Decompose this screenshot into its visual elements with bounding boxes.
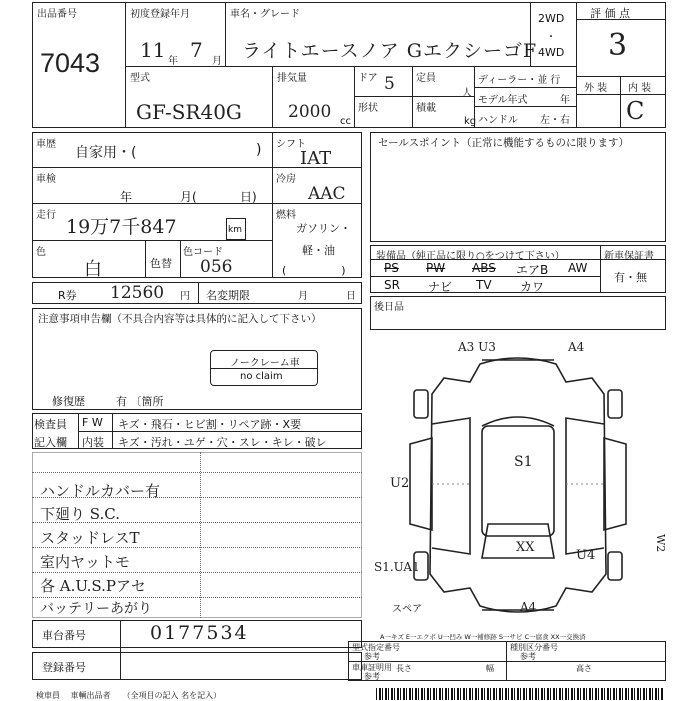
mark-u2: U2 [390,476,410,491]
mark-a4-front: A4 [568,340,585,354]
damage-legend: A一キズ E一エクボ U一凹み W一補修跡 S一サビ C一腐食 XX一交換済 [380,633,586,641]
inspection-label: 車検 [36,174,56,185]
equipment-label: 装備品（純正品に限り○をつけて下さい） [376,251,565,262]
fuel-paren: ( ) [282,264,346,277]
rear-items-box [370,296,666,330]
shift-value: IAT [300,148,332,169]
fuel-options: ガソリン・ [296,222,351,235]
mark-s1: S1 [514,454,533,470]
warranty-value: 有・無 [614,271,647,284]
inspector-label2: 記入欄 [34,436,67,449]
insp-day: 日) [240,190,257,204]
note-line-5: 各 A.U.S.Pアセ [40,577,146,595]
model-year-unit: 年 [560,95,570,106]
sales-point-label: セールスポイント（正常に機能するものに限ります） [378,137,630,149]
recycle-label: R券 [58,289,77,302]
fw-items: キズ・飛石・ヒビ割・リペア跡・X要 [118,418,302,431]
repair-value: 有 〔箇所 [116,395,164,408]
note-line-1: ハンドルカバー有 [40,482,161,500]
color-value: 白 [84,259,102,280]
category-label: 種別区分番号 [510,643,558,652]
model-year-label: モデル年式 [478,95,528,106]
equip-ps: PS [384,261,399,275]
equip-sr: SR [384,278,400,292]
first-reg-year-unit: 年 [168,56,178,67]
warranty-label: 新車保証書 [604,251,654,262]
doors-label: ドア [358,73,378,84]
note-line-3: スタッドレスT [40,529,140,547]
color-code-value: 056 [200,257,233,277]
history-label: 車歴 [36,139,56,150]
score-value: 3 [608,28,628,63]
repair-label: 修復歴 [52,395,85,408]
first-reg-label: 初度登録年月 [130,9,190,20]
model-grade-label: 車名・グレード [230,9,300,20]
chassis-value: 0177534 [150,622,249,644]
repaint-label: 色替 [150,257,172,270]
ref1: 参考 [364,652,380,661]
length-label: 長さ [396,664,412,673]
fw-label: F W [82,416,103,429]
mark-a4-rear: A4 [520,600,537,614]
load-label: 積載 [416,103,436,114]
shape-label: 形状 [358,103,378,114]
interior-label: 内 装 [628,83,652,94]
mileage-value: 19万7千847 [66,216,177,238]
fuel-options2: 軽・油 [302,244,335,257]
note-line-2: 下廻り S.C. [40,505,120,523]
height-label: 高さ [576,664,592,673]
spare-label: スペア [392,604,422,615]
mileage-label: 走行 [36,210,56,221]
displacement-value: 2000 [288,102,332,122]
ref2: 参考 [520,652,536,661]
interior-items: キズ・汚れ・ユゲ・穴・スレ・キレ・破レ [118,436,327,449]
equip-aw: AW [568,261,588,275]
noclaim-en: no claim [240,371,283,382]
handle-label: ハンドル [478,115,518,126]
ref3: 参考 [364,672,380,681]
interior-items-label: 内装 [82,436,104,449]
history-value: 自家用・( [75,145,137,161]
type-value: GF-SR40G [136,100,242,124]
cc-unit: cc [340,116,351,127]
interior-score: C [626,97,645,125]
car-damage-diagram [370,334,666,630]
person-unit: 人 [462,88,472,99]
bottom-note: 検車員 車輌出品者 （全項目の記入 名を記入） [36,691,222,700]
chassis-label: 車台番号 [42,629,86,642]
insp-year: 年 [120,190,133,204]
mark-xx: XX [516,540,535,555]
notes-label: 注意事項申告欄（不具合内容等は具体的に記入して下さい） [38,313,322,325]
dealer-label: ディーラー・並 行 [478,75,561,86]
equip-abs: ABS [472,261,496,275]
designated-label: 型式指定番号 [352,643,400,652]
recycle-row [32,282,362,304]
ac-value: AAC [308,184,346,204]
nc-month: 月 [298,291,308,302]
name-change-label: 名変期限 [206,289,250,302]
displacement-label: 排気量 [277,73,307,84]
mark-a3u3: A3 U3 [458,340,496,354]
nc-day: 日 [346,291,356,302]
capacity-label: 定員 [416,73,436,84]
ac-label: 冷房 [276,174,296,185]
exterior-label: 外 装 [584,83,608,94]
registration-label: 登録番号 [42,661,86,674]
inspector-label1: 検査員 [34,418,67,431]
lot-label: 出品番号 [37,9,77,20]
width-label: 幅 [486,664,494,673]
equip-pw: PW [426,261,446,275]
doors-value: 5 [384,74,395,94]
mark-s1ua1: S1.UA1 [374,560,420,574]
history-close: ) [256,142,262,158]
equip-navi: ナビ [428,280,453,294]
lot-number: 7043 [40,48,101,78]
cert-label: 車庫証明用 [352,663,392,672]
note-line-6: バッテリーあがり [40,601,152,617]
drive-2wd: 2WD [538,12,565,25]
first-reg-month: 7 [190,38,203,62]
color-code-label: 色コード [183,247,223,258]
insp-month: 月( [180,190,197,204]
equip-tv: TV [476,278,492,292]
color-label: 色 [36,247,46,258]
score-label: 評 価 点 [590,7,630,20]
yen-unit: 円 [180,291,190,302]
model-grade: ライトエースノア GエクシーゴF [242,40,538,62]
mark-w2: W2 [654,534,667,553]
equip-leather: カワ [520,280,545,294]
first-reg-month-unit: 月 [212,56,222,67]
km-unit: km [228,225,242,235]
type-label: 型式 [130,73,150,84]
drive-dot: ・ [546,32,556,43]
header-table [32,2,666,128]
first-reg-year: 11 [140,38,166,62]
equip-airbag: エアB [516,263,549,277]
shift-label: シフト [276,139,306,150]
barcode [376,688,664,700]
mark-u4: U4 [576,548,596,563]
drive-4wd: 4WD [538,46,565,59]
kg-unit: kg [464,116,477,127]
noclaim-jp: ノークレーム車 [230,358,300,369]
recycle-amount: 12560 [110,283,165,303]
fuel-label: 燃料 [276,210,296,221]
note-line-4: 室内ヤットモ [40,553,131,571]
handle-value: 左・右 [540,115,570,126]
rear-items-label: 後日品 [374,302,404,313]
